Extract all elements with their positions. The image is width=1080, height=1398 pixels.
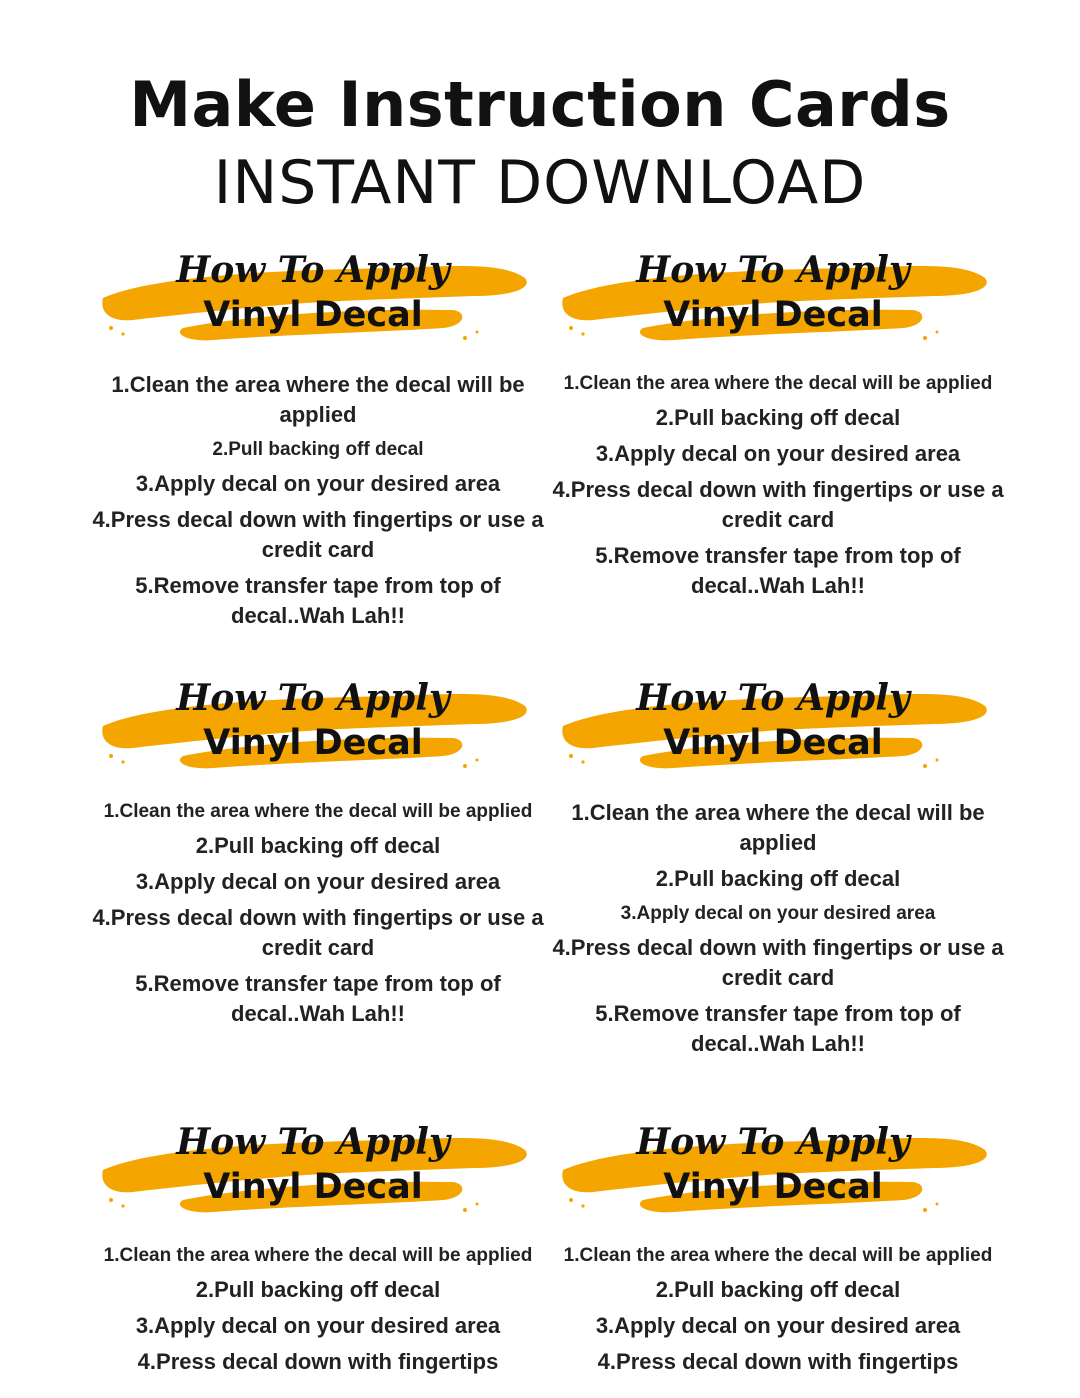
steps-list [548,1242,1008,1377]
steps-list [88,798,548,1029]
step-item: 2.Pull backing off decal [195,833,441,858]
page-subtitle: INSTANT DOWNLOAD [213,148,867,218]
step-item: 3.Apply decal on your desired area [135,1313,501,1338]
step-item: 5.Remove transfer tape from top of decal..Wah Lah!! [595,543,961,598]
card-heading-line1: How To Apply [636,249,910,291]
step-item: 4.Press decal down with fingertips or use a credit card [552,935,1004,990]
step-item: 4.Press decal down with fingertips or use a credit card [92,905,544,960]
card-heading-line1: How To Apply [636,1121,910,1163]
step-item: 3.Apply decal on your desired area [135,471,501,496]
instruction-card [88,248,558,637]
step-item: 4.Press decal down with fingertips or use a credit card [552,477,1004,532]
step-item: 4.Press decal down with fingertips [597,1349,959,1374]
card-heading-line1: How To Apply [636,677,910,719]
card-heading-banner [553,676,993,776]
instruction-card [548,1120,1018,1383]
step-item: 5.Remove transfer tape from top of decal..Wah Lah!! [595,1001,961,1056]
step-item: 1.Clean the area where the decal will be applied [563,373,993,394]
steps-list [548,370,1008,601]
step-item: 2.Pull backing off decal [655,405,901,430]
step-item: 5.Remove transfer tape from top of decal..Wah Lah!! [135,573,501,628]
page-title: Make Instruction Cards [129,68,951,141]
step-item: 4.Press decal down with fingertips [137,1349,499,1374]
card-heading-line2: Vinyl Decal [203,1167,423,1207]
card-heading-line2: Vinyl Decal [663,295,883,335]
step-item: 1.Clean the area where the decal will be applied [103,1245,533,1266]
step-item: 3.Apply decal on your desired area [595,1313,961,1338]
step-item: 4.Press decal down with fingertips or use a credit card [92,507,544,562]
instruction-card [88,1120,558,1383]
step-item: 2.Pull backing off decal [655,1277,901,1302]
step-item: 3.Apply decal on your desired area [620,903,936,924]
card-heading-banner [553,1120,993,1220]
card-heading-line2: Vinyl Decal [663,723,883,763]
step-item: 3.Apply decal on your desired area [135,869,501,894]
instruction-card [548,676,1018,1065]
steps-list [88,1242,548,1377]
step-item: 2.Pull backing off decal [195,1277,441,1302]
steps-list [548,798,1008,1059]
card-heading-banner [93,248,533,348]
card-heading-line1: How To Apply [176,677,450,719]
steps-list [88,370,548,631]
card-heading-banner [93,1120,533,1220]
card-heading-banner [553,248,993,348]
instruction-card [88,676,558,1035]
instruction-card [548,248,1018,607]
step-item: 2.Pull backing off decal [655,866,901,891]
step-item: 3.Apply decal on your desired area [595,441,961,466]
step-item: 2.Pull backing off decal [212,439,424,460]
step-item: 1.Clean the area where the decal will be applied [563,1245,993,1266]
card-heading-line1: How To Apply [176,249,450,291]
card-heading-line2: Vinyl Decal [203,723,423,763]
step-item: 1.Clean the area where the decal will be applied [103,801,533,822]
step-item: 1.Clean the area where the decal will be applied [571,800,985,855]
step-item: 1.Clean the area where the decal will be applied [111,372,525,427]
card-heading-line2: Vinyl Decal [663,1167,883,1207]
card-heading-line2: Vinyl Decal [203,295,423,335]
step-item: 5.Remove transfer tape from top of decal..Wah Lah!! [135,971,501,1026]
card-heading-line1: How To Apply [176,1121,450,1163]
card-heading-banner [93,676,533,776]
